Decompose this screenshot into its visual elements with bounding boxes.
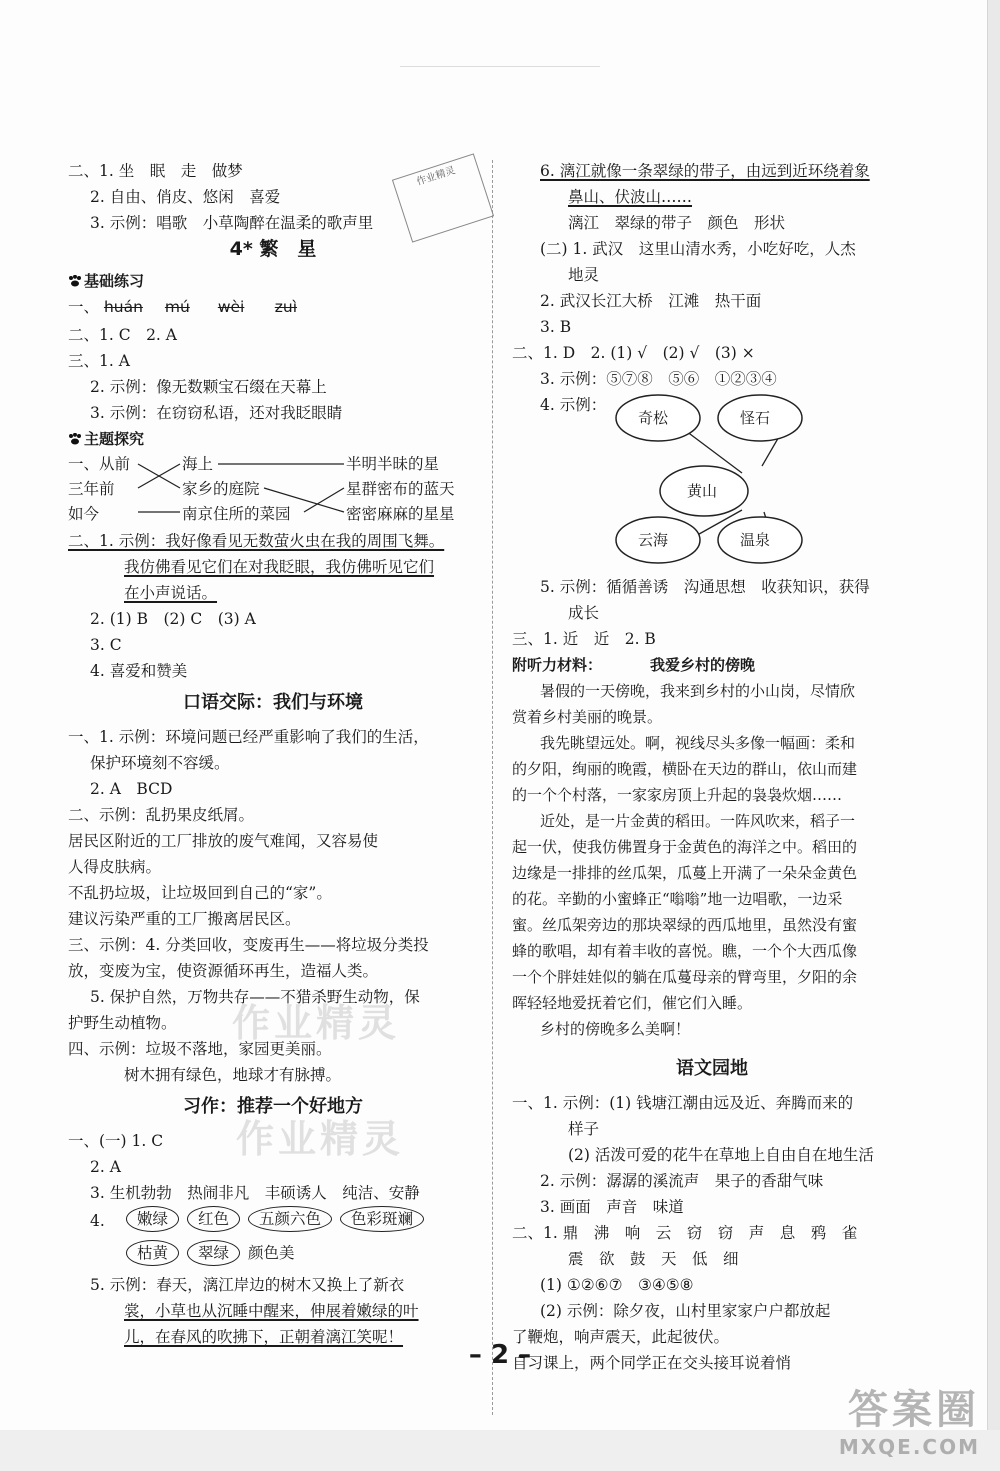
- watermark: 作业精灵: [236, 1117, 405, 1161]
- match-mid-2: 家乡的庭院: [182, 480, 260, 498]
- page-edge: [987, 0, 1000, 1471]
- passage-line: 的一个个村落，一家家房顶上升起的袅袅炊烟……: [512, 786, 843, 804]
- answer-line: 2. 示例：潺潺的溪流声 果子的香甜气味: [540, 1172, 824, 1190]
- answer-line: 3. C: [90, 636, 122, 654]
- answer-line: 自习课上，两个同学正在交头接耳说着悄: [512, 1354, 792, 1372]
- passage-line: 边缘是一排排的丝瓜架，瓜蔓上开满了一朵朵金黄色: [512, 864, 858, 882]
- section-basic-practice: [68, 270, 144, 292]
- answer-line: 人得皮肤病。: [68, 858, 162, 876]
- item-number: 4.: [90, 1212, 105, 1230]
- answer-line: 3. 示例：⑤⑦⑧ ⑤⑥ ①②③④: [540, 370, 777, 388]
- match-right-1: 半明半昧的星: [346, 455, 440, 473]
- pinyin-word: mú: [164, 298, 190, 316]
- match-left-3: 如今: [68, 505, 100, 523]
- circled-word: 枯黄: [126, 1240, 179, 1266]
- answer-line: 2. 示例：像无数颗宝石缀在天幕上: [90, 378, 327, 396]
- answer-line: 树木拥有绿色，地球才有脉搏。: [124, 1066, 342, 1084]
- answer-line: 了鞭炮，响声震天，此起彼伏。: [512, 1328, 730, 1346]
- writing-title: 习作：推荐一个好地方: [183, 1096, 363, 1117]
- match-left-2: 三年前: [68, 480, 115, 498]
- answer-line: 2. 武汉长江大桥 江滩 热干面: [540, 292, 762, 310]
- answer-line: 样子: [568, 1120, 600, 1138]
- match-lines: [68, 450, 478, 530]
- column-divider: [492, 160, 493, 1415]
- answer-line: 地灵: [568, 266, 600, 284]
- answer-line: 二、1. 坐 眠 走 做梦: [68, 162, 243, 180]
- pinyin-line: [68, 296, 323, 318]
- match-right-3: 密密麻麻的星星: [346, 505, 455, 523]
- match-right-2: 星群密布的蓝天: [346, 480, 455, 498]
- mindmap-node-bottom-left: 云海: [638, 531, 669, 549]
- answer-line: 二、1. C 2. A: [68, 326, 177, 344]
- garden-title: 语文园地: [676, 1058, 748, 1079]
- passage-line: 的花。辛勤的小蜜蜂正“嗡嗡”地一边唱歌，一边采: [512, 890, 843, 908]
- circled-word: 嫩绿: [126, 1206, 179, 1232]
- answer-line: 3. 示例：在窃窃私语，还对我眨眼睛: [90, 404, 343, 422]
- passage-line: 晖轻轻地爱抚着它们，催它们入睡。: [512, 994, 753, 1012]
- brand-url: MXQE.COM: [838, 1435, 980, 1459]
- passage-line: 蜜。丝瓜架旁边的那块翠绿的西瓜地里，虽然没有蜜: [512, 916, 858, 934]
- brand-logo: [839, 1378, 980, 1459]
- underlined-answer: 儿，在春风的吹拂下，正朝着漓江笑呢！: [124, 1328, 404, 1346]
- underlined-answer: 二、1. 示例：我好像看见无数萤火虫在我的周围飞舞。: [68, 532, 445, 550]
- mindmap-node-bottom-right: 温泉: [740, 531, 771, 549]
- answer-line: 居民区附近的工厂排放的废气难闻，又容易使: [68, 832, 379, 850]
- answer-line: 建议污染严重的工厂搬离居民区。: [68, 910, 301, 928]
- underlined-answer: 鼻山、伏波山……: [568, 188, 693, 206]
- mindmap-node-center: 黄山: [687, 482, 718, 500]
- answer-line: 4. 喜爱和赞美: [90, 662, 188, 680]
- match-mid-3: 南京住所的菜园: [182, 505, 291, 523]
- answer-line: [90, 1274, 404, 1296]
- paw-icon: [68, 433, 82, 445]
- answer-line: 一、(一) 1. C: [68, 1132, 164, 1150]
- answer-line: 漓江 翠绿的带子 颜色 形状: [568, 214, 786, 232]
- answer-line: 三、示例：4. 分类回收，变废再生——将垃圾分类投: [68, 936, 429, 954]
- passage-line: 起一伏，使我仿佛置身于金黄色的海洋之中。稻田的: [512, 838, 858, 856]
- pinyin-word: zuì: [274, 298, 298, 316]
- answer-line: (2) 示例：除夕夜，山村里家家户户都放起: [540, 1302, 831, 1320]
- circled-word: 翠绿: [187, 1240, 240, 1266]
- stamp-image: [392, 153, 494, 242]
- answer-line: 三、1. 近 近 2. B: [512, 630, 656, 648]
- answer-line: (1) ①②⑥⑦ ③④⑤⑧: [540, 1276, 694, 1294]
- answer-line: 放，变废为宝，使资源循环再生，造福人类。: [68, 962, 379, 980]
- pinyin-word: wèi: [217, 298, 245, 316]
- answer-line: 震 欲 鼓 天 低 细: [568, 1250, 739, 1268]
- underlined-answer: 在小声说话。: [124, 584, 218, 602]
- passage-line: 蜂的歌唱，却有着丰收的喜悦。瞧，一个个大西瓜像: [512, 942, 858, 960]
- answer-line: 一、1. 示例：(1) 钱塘江潮由远及近、奔腾而来的: [512, 1094, 854, 1112]
- answer-line: 二、1. 鼎 沸 响 云 窃 窃 声 息 鸦 雀: [512, 1224, 858, 1242]
- oval-row-1: [126, 1206, 432, 1232]
- answer-line: 3. 画面 声音 味道: [540, 1198, 684, 1216]
- brand-name: 答案圈: [848, 1387, 980, 1433]
- paw-icon: [68, 275, 82, 287]
- answer-line: 一、1. 示例：环境问题已经严重影响了我们的生活，: [68, 728, 429, 746]
- top-rule: [400, 66, 600, 67]
- circled-word: 五颜六色: [248, 1206, 332, 1232]
- passage-line: 的夕阳，绚丽的晚霞，横卧在天边的群山，依山而建: [512, 760, 858, 778]
- answer-line: 2. A BCD: [90, 780, 173, 798]
- passage-line: 一个个胖娃娃似的躺在瓜蔓母亲的臂弯里，夕阳的余: [512, 968, 858, 986]
- underlined-answer: 6. 漓江就像一条翠绿的带子，由远到近环绕着象: [540, 162, 870, 180]
- passage-line: 近处，是一片金黄的稻田。一阵风吹来，稻子一: [540, 812, 856, 830]
- passage-line: 我先眺望远处。啊，视线尽头多像一幅画：柔和: [540, 734, 856, 752]
- pinyin-word: huán: [103, 298, 143, 316]
- section-label: 主题探究: [84, 430, 145, 448]
- answer-line: 5. 示例：循循善诱 沟通思想 收获知识，获得: [540, 578, 870, 596]
- underlined-answer: 5. 示例：春天，漓江岸边的树木又换上了新衣: [90, 1276, 405, 1294]
- lesson-title: 4* 繁 星: [229, 238, 317, 260]
- answer-line: (2) 活泼可爱的花牛在草地上自由自在地生活: [568, 1146, 874, 1164]
- mindmap-node-top-left: 奇松: [638, 409, 669, 427]
- oral-title: 口语交际：我们与环境: [183, 692, 363, 713]
- answer-line: 不乱扔垃圾，让垃圾回到自己的“家”。: [68, 884, 332, 902]
- passage-line: 乡村的傍晚多么美啊！: [540, 1020, 691, 1038]
- oval-row-2: [126, 1240, 295, 1266]
- answer-line: 2. A: [90, 1158, 121, 1176]
- circled-word: 红色: [187, 1206, 240, 1232]
- answer-line: 二、1. D 2. (1) √ (2) √ (3) ×: [512, 344, 755, 362]
- mindmap-node-top-right: 怪石: [740, 409, 771, 427]
- section-label: 基础练习: [84, 272, 145, 290]
- passage-line: 暑假的一天傍晚，我来到乡村的小山岗，尽情欣: [540, 682, 856, 700]
- underlined-answer: 裳，小草也从沉睡中醒来，伸展着嫩绿的叶: [124, 1302, 419, 1320]
- answer-line: 保护环境刻不容缓。: [90, 754, 230, 772]
- answer-line: [68, 530, 444, 552]
- page-number: – 2 –: [468, 1340, 532, 1370]
- answer-line: 2. 自由、俏皮、悠闲 喜爱: [90, 188, 281, 206]
- answer-line: 3. 生机勃勃 热闹非凡 丰硕诱人 纯洁、安静: [90, 1184, 420, 1202]
- section-theme-explore: [68, 428, 144, 450]
- listening-title: 我爱乡村的傍晚: [650, 656, 756, 674]
- answer-line: 三、1. A: [68, 352, 130, 370]
- answer-line: 4. 示例：: [540, 396, 607, 414]
- answer-line: 2. (1) B (2) C (3) A: [90, 610, 256, 628]
- answer-line: 5. 保护自然，万物共存——不猎杀野生动物，保: [90, 988, 420, 1006]
- answer-line: 四、示例：垃圾不落地，家园更美丽。: [68, 1040, 332, 1058]
- circled-word: 色彩斑斓: [340, 1206, 424, 1232]
- match-mid-1: 海上: [182, 455, 214, 473]
- underlined-answer: 我仿佛看见它们在对我眨眼，我仿佛听见它们: [124, 558, 435, 576]
- answer-text: 颜色美: [248, 1244, 295, 1262]
- stamp-text: 作业精灵: [415, 165, 457, 189]
- watermark: 作业精灵: [232, 1001, 401, 1045]
- answer-line: (二) 1. 武汉 这里山清水秀，小吃好吃，人杰: [540, 240, 856, 258]
- answer-line: 3. B: [540, 318, 572, 336]
- answer-line: 成长: [568, 604, 600, 622]
- answer-line: 二、示例：乱扔果皮纸屑。: [68, 806, 255, 824]
- answer-line: 护野生动植物。: [68, 1014, 177, 1032]
- answer-line: 3. 示例：唱歌 小草陶醉在温柔的歌声里: [90, 214, 374, 232]
- listening-label: 附听力材料：: [512, 656, 603, 674]
- passage-line: 赏着乡村美丽的晚景。: [512, 708, 663, 726]
- item-number: 一、: [68, 298, 100, 316]
- match-left-1: 一、从前: [68, 455, 131, 473]
